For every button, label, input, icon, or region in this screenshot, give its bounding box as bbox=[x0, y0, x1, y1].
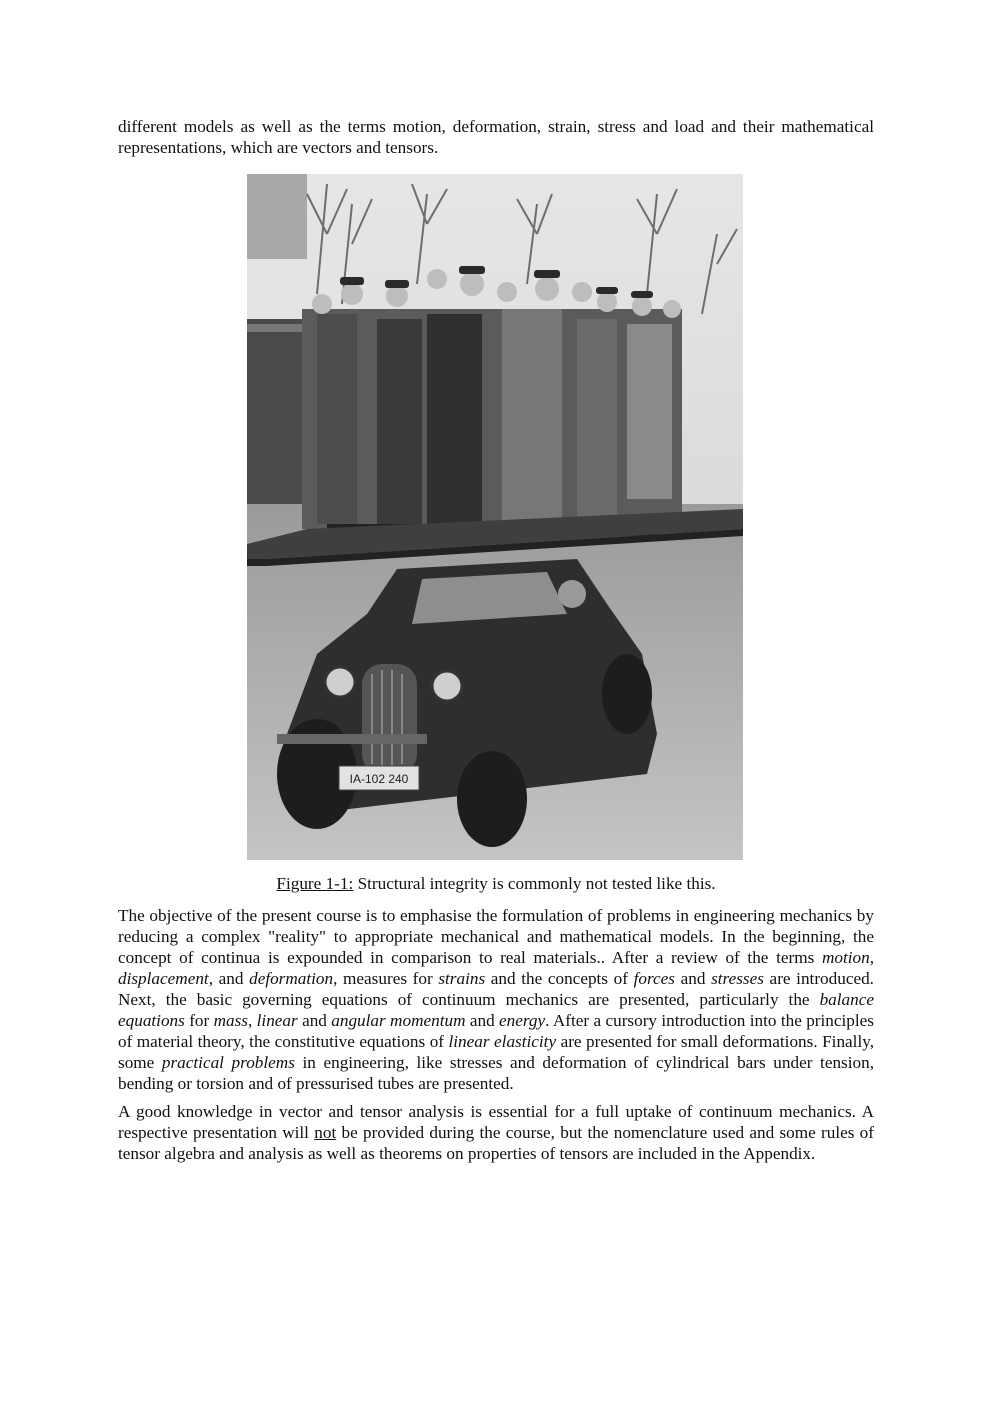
term-strains: strains bbox=[438, 969, 486, 988]
figure-label: Figure 1-1: bbox=[276, 874, 354, 893]
text-span: and bbox=[297, 1011, 332, 1030]
text-span: , measures for bbox=[333, 969, 439, 988]
photo-car-platform-crowd bbox=[247, 174, 743, 860]
text-span: and the concepts of bbox=[485, 969, 634, 988]
license-plate: IA-102 240 bbox=[349, 772, 409, 786]
document-page bbox=[118, 116, 874, 1164]
text-span: , and bbox=[208, 969, 250, 988]
text-span: for bbox=[184, 1011, 214, 1030]
term-forces: forces bbox=[633, 969, 675, 988]
knowledge-paragraph bbox=[118, 1101, 874, 1164]
text-span: and bbox=[465, 1011, 500, 1030]
figure-caption-text: Structural integrity is commonly not tested like this. bbox=[353, 874, 716, 893]
term-linear: linear bbox=[256, 1011, 298, 1030]
emphasis-not: not bbox=[314, 1123, 337, 1142]
text-span: The objective of the present course is to emphasise the formulation of problems in engineering mechanics by reducing a complex "reality" to appropriate mechanical and mathematical models. In the beginning, the concept of continua is expounded in comparison to real materials.. After a review of the terms bbox=[118, 906, 874, 967]
term-stresses: stresses bbox=[711, 969, 764, 988]
text-span: and bbox=[674, 969, 712, 988]
text-span: , bbox=[248, 1011, 257, 1030]
objective-paragraph bbox=[118, 905, 874, 1094]
intro-paragraph: different models as well as the terms motion, deformation, strain, stress and load and their mathematical representations, which are vectors and tensors. bbox=[118, 117, 874, 157]
term-energy: energy bbox=[499, 1011, 546, 1030]
figure-caption bbox=[118, 873, 874, 894]
term-displacement: displacement bbox=[118, 969, 209, 988]
text-span: are introduced. Next, the basic governing equations of continuum mechanics are presented, particularly the bbox=[118, 969, 874, 1009]
text-span: , bbox=[869, 948, 874, 967]
text-span: in engineering, like stresses and deformation of cylindrical bars under tension, bending or torsion and of pressurised tubes are presented. bbox=[118, 1053, 874, 1093]
term-angular-momentum: angular momentum bbox=[331, 1011, 466, 1030]
term-deformation: deformation bbox=[249, 969, 334, 988]
figure-photo bbox=[247, 174, 743, 860]
text-span: are presented for small deformations. Finally, some bbox=[118, 1032, 874, 1072]
term-linear-elasticity: linear elasticity bbox=[448, 1032, 557, 1051]
term-motion: motion bbox=[821, 948, 870, 967]
text-span: be provided during the course, but the nomenclature used and some rules of tensor algebra and analysis as well as theorems on properties of tensors are included in the Appendix. bbox=[118, 1123, 875, 1163]
term-balance-equations: balance equations bbox=[118, 990, 874, 1030]
term-practical-problems: practical problems bbox=[161, 1053, 295, 1072]
text-span: A good knowledge in vector and tensor analysis is essential for a full uptake of continuum mechanics. A respective presentation will bbox=[118, 1102, 874, 1142]
term-mass: mass bbox=[213, 1011, 248, 1030]
text-span: . After a cursory introduction into the principles of material theory, the constitutive equations of bbox=[118, 1011, 874, 1051]
